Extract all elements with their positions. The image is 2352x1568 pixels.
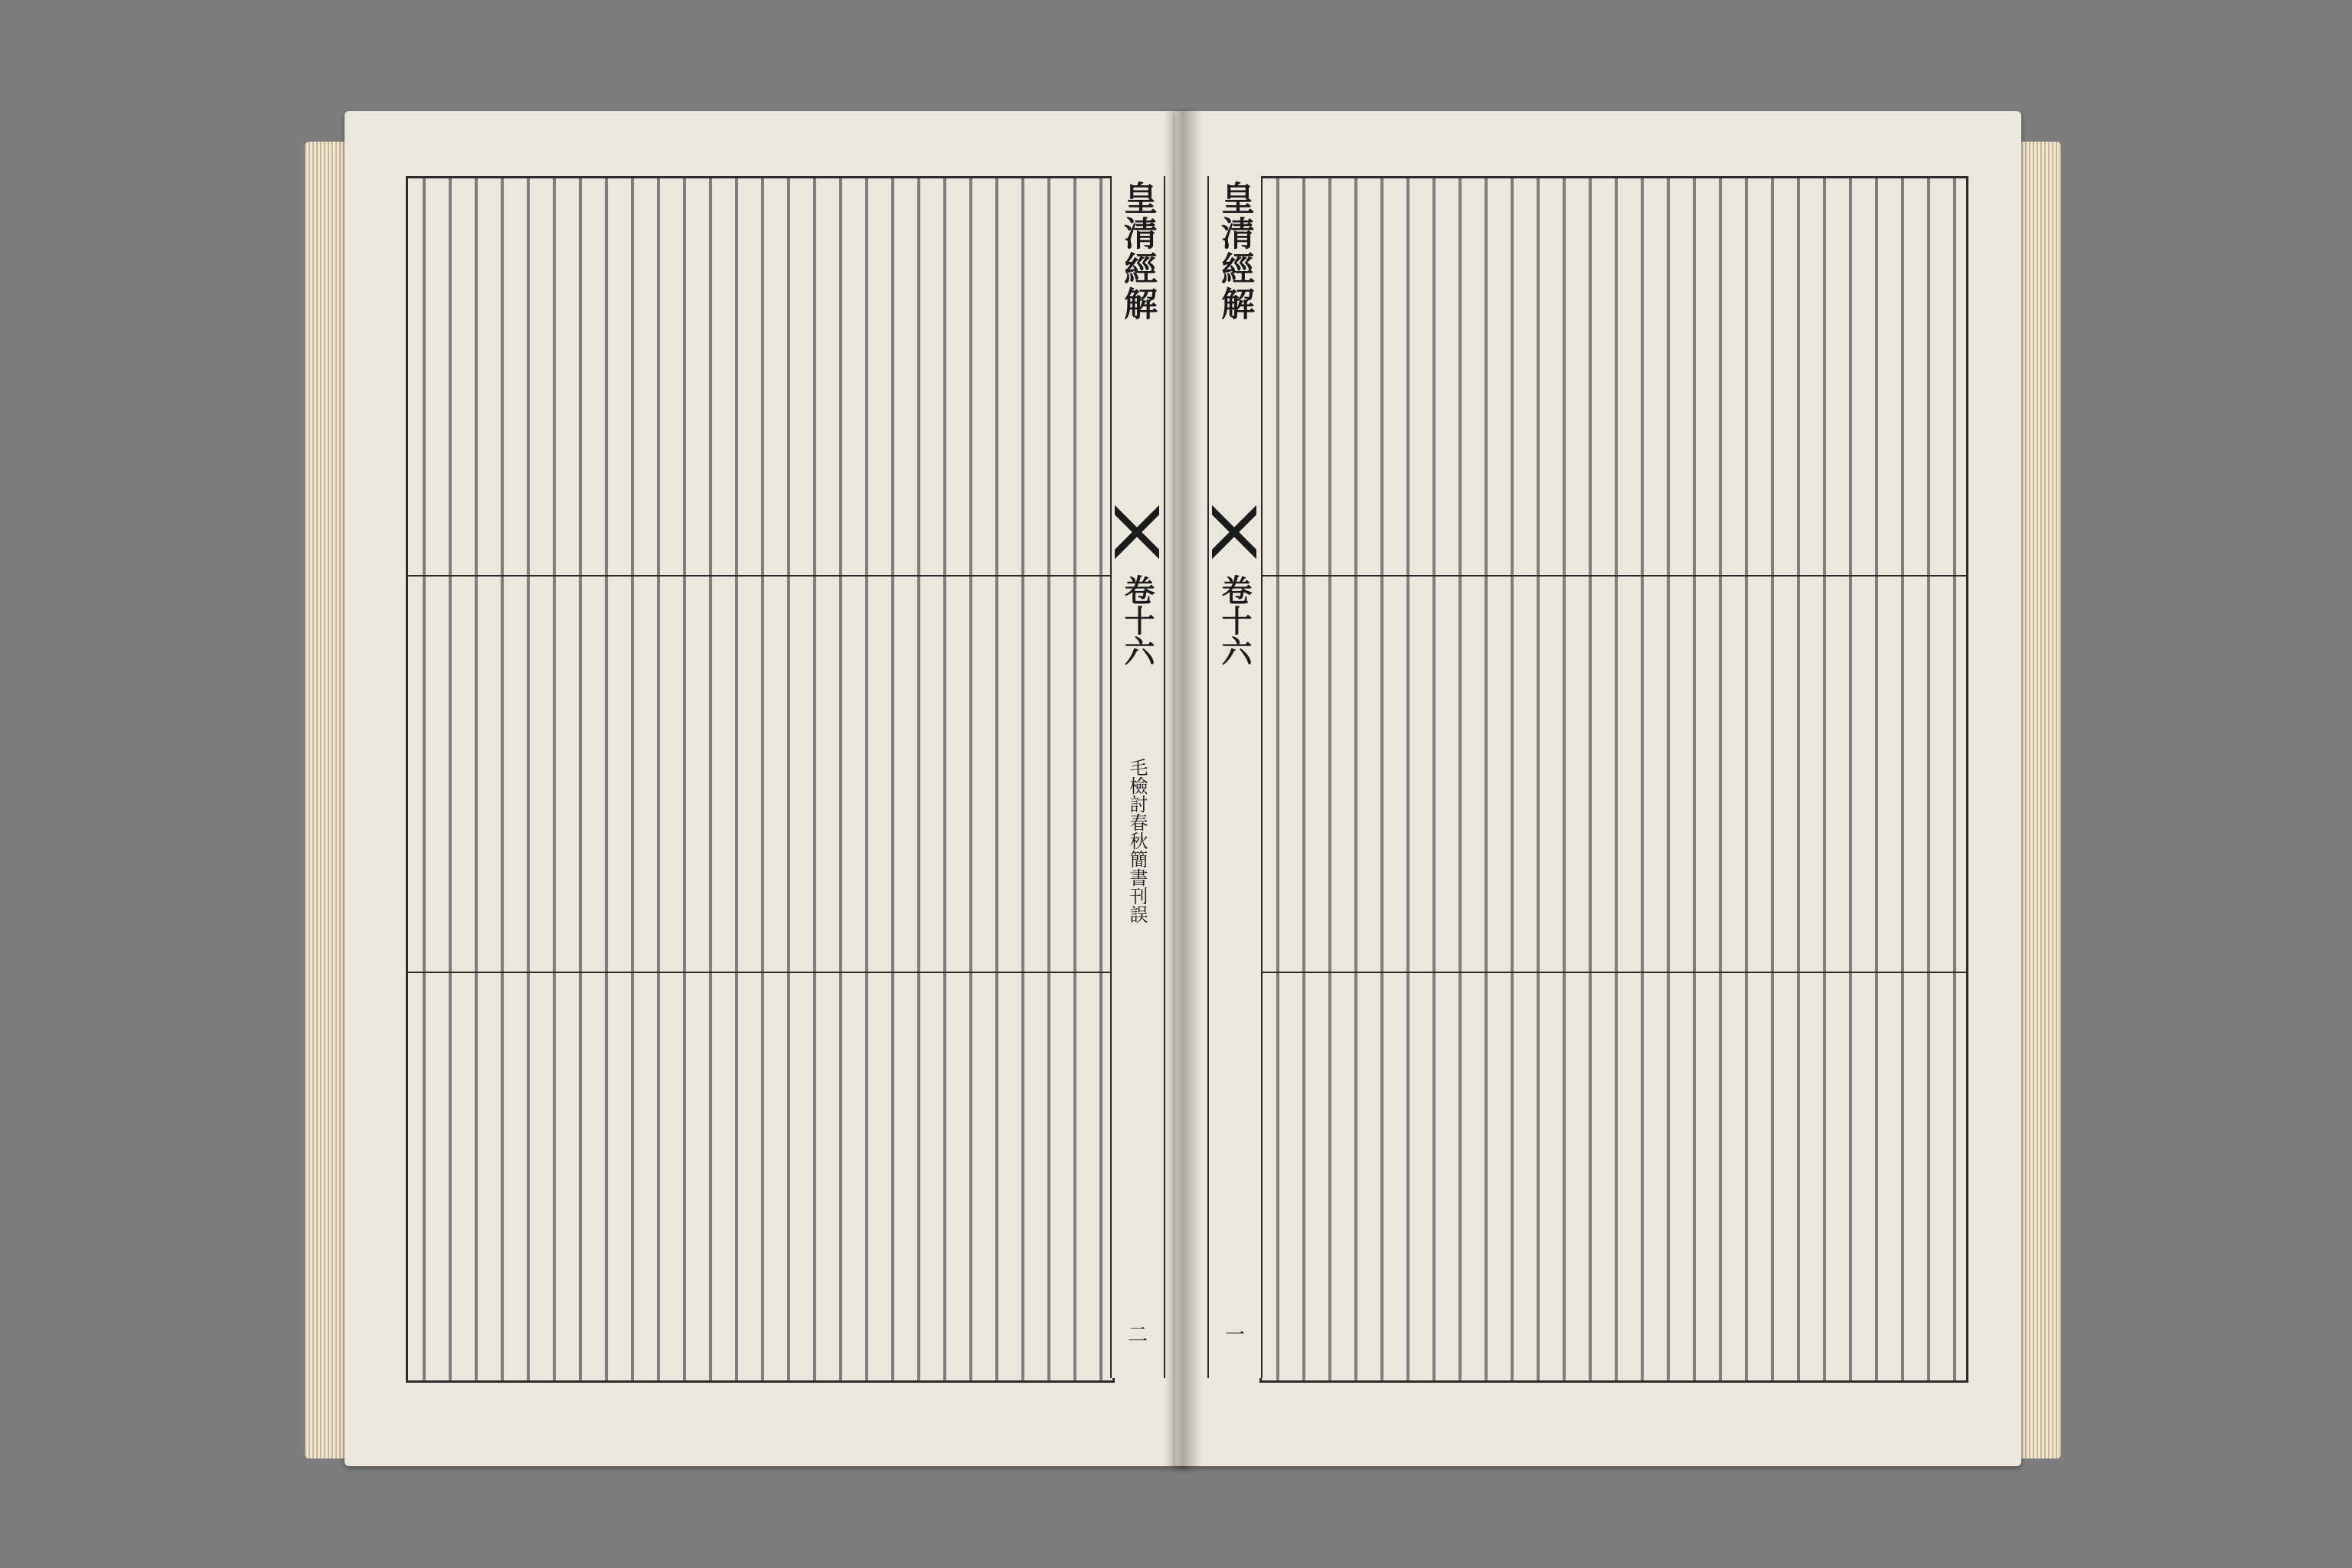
right-text-band-bottom xyxy=(1262,972,1966,1380)
left-page-spine-label xyxy=(1110,176,1165,1378)
left-spine-subtitle: 毛檢討春秋簡書刊誤 xyxy=(1126,758,1148,923)
right-text-frame xyxy=(1259,176,1968,1383)
open-book xyxy=(291,69,2075,1508)
left-text-frame xyxy=(406,176,1115,1383)
left-page xyxy=(345,111,1191,1466)
page-edges-left xyxy=(305,142,351,1459)
left-spine-volume: 卷十六 xyxy=(1119,574,1155,666)
left-text-band-middle xyxy=(408,575,1112,972)
left-page-number: 二 xyxy=(1127,1324,1148,1347)
right-text-band-top xyxy=(1262,178,1966,575)
fishtail-ornament-icon xyxy=(1115,505,1159,559)
left-spine-title: 皇清經解 xyxy=(1118,181,1157,322)
page-edges-right xyxy=(2015,142,2061,1459)
right-spine-volume: 卷十六 xyxy=(1217,574,1253,666)
left-text-band-top xyxy=(408,178,1112,575)
right-text-band-middle xyxy=(1262,575,1966,972)
fishtail-ornament-icon xyxy=(1212,505,1256,559)
right-spine-title: 皇清經解 xyxy=(1215,181,1254,322)
left-text-band-bottom xyxy=(408,972,1112,1380)
right-page-number: 一 xyxy=(1224,1324,1245,1347)
right-page-spine-label xyxy=(1207,176,1263,1378)
book-gutter-shadow xyxy=(1164,111,1202,1466)
right-page xyxy=(1175,111,2021,1466)
